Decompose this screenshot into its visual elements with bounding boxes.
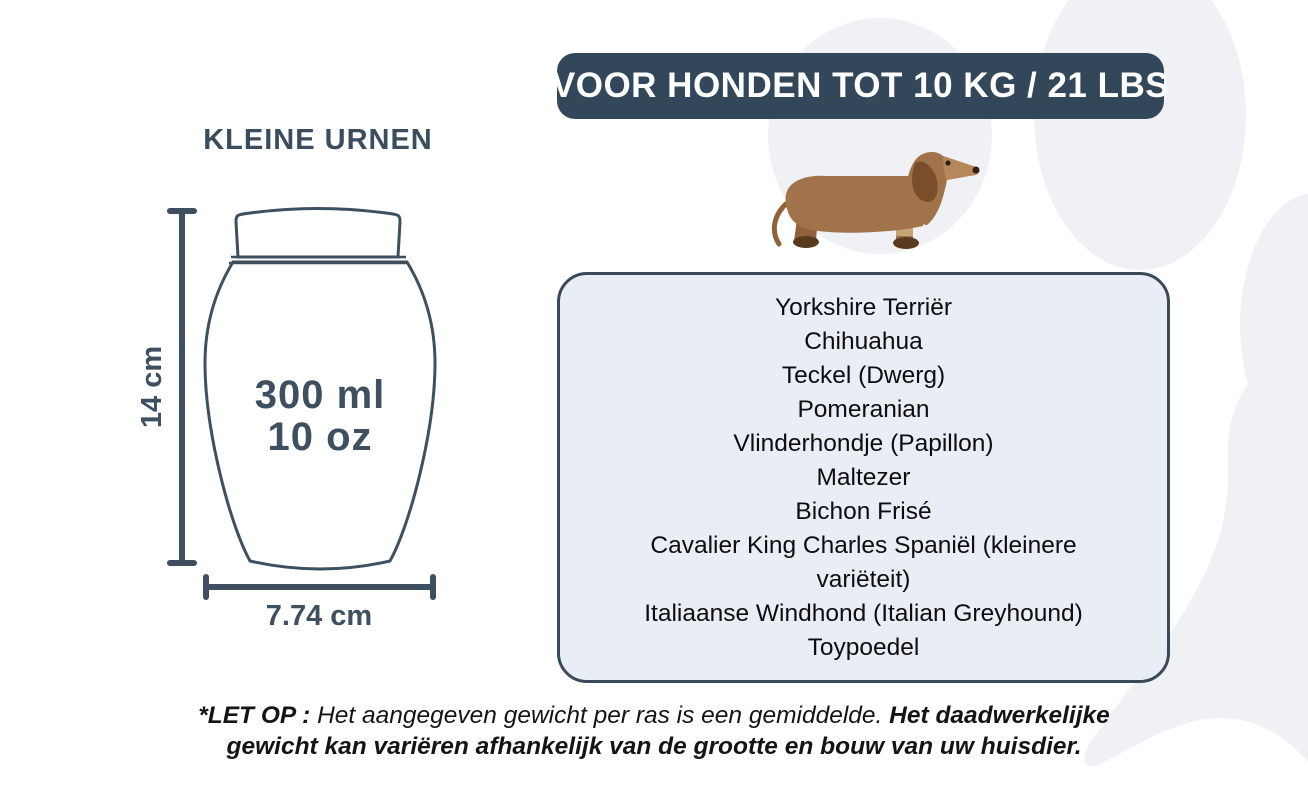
weight-banner bbox=[551, 53, 1170, 119]
urn-diagram bbox=[110, 195, 450, 645]
urn-width-label: 7.74 cm bbox=[265, 600, 373, 632]
urn-volume-oz: 10 oz bbox=[267, 415, 373, 459]
paw-toe-pad bbox=[1034, 0, 1246, 270]
dog-nose bbox=[973, 167, 980, 174]
breed-item: Chihuahua bbox=[804, 327, 923, 355]
note-normal-text: Het aangegeven gewicht per ras is een gemiddelde. bbox=[317, 702, 883, 729]
note-prefix: *LET OP : bbox=[198, 702, 311, 729]
height-measure-line bbox=[170, 211, 194, 563]
dachshund-illustration bbox=[770, 138, 990, 253]
urn-volume-ml: 300 ml bbox=[254, 373, 386, 417]
note-bold-text: Het daadwerkelijke gewicht kan variëren afhankelijk van de grootte en bouw van uw huisdier. bbox=[226, 702, 1110, 760]
width-measure-line bbox=[206, 577, 433, 597]
dog-rear-paw bbox=[793, 236, 819, 248]
urn-height-label: 14 cm bbox=[136, 345, 168, 429]
weight-banner-label: VOOR HONDEN TOT 10 KG / 21 LBS bbox=[551, 66, 1170, 105]
breed-item: Toypoedel bbox=[807, 633, 920, 661]
breed-item: Pomeranian bbox=[797, 395, 930, 423]
urn-lid-outline bbox=[236, 209, 400, 258]
breed-list-box bbox=[557, 272, 1170, 683]
page-title: KLEINE URNEN bbox=[203, 124, 433, 156]
breed-item: Bichon Frisé bbox=[795, 497, 932, 525]
breed-item: Vlinderhondje (Papillon) bbox=[733, 429, 994, 457]
breed-item: Teckel (Dwerg) bbox=[781, 361, 946, 389]
breed-item: Cavalier King Charles Spaniël (kleinere variëteit) bbox=[650, 531, 1077, 593]
dog-front-paw bbox=[893, 237, 919, 249]
breed-item: Yorkshire Terriër bbox=[774, 293, 952, 321]
breed-list bbox=[560, 291, 1167, 665]
dog-body bbox=[786, 176, 923, 233]
disclaimer-note bbox=[154, 700, 1154, 762]
breed-item: Italiaanse Windhond (Italian Greyhound) bbox=[644, 599, 1083, 627]
dog-eye bbox=[945, 160, 950, 165]
urn-neck-band bbox=[229, 257, 408, 263]
breed-item: Maltezer bbox=[816, 463, 911, 491]
dog-tail bbox=[774, 204, 786, 244]
